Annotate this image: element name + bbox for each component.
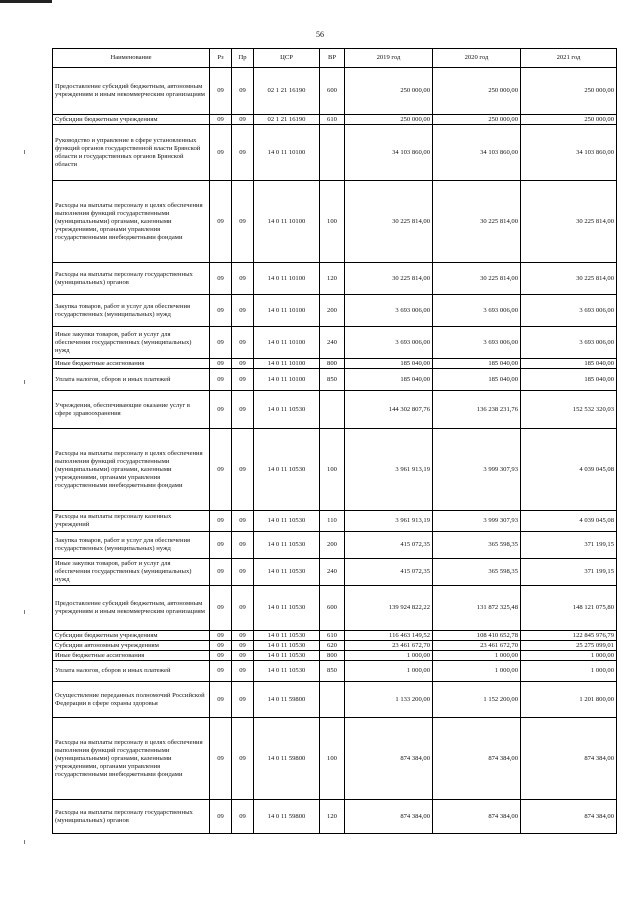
table-row	[53, 631, 617, 641]
row-2020: 250 000,00	[433, 115, 521, 125]
row-pr: 09	[232, 532, 254, 559]
row-2020: 30 225 814,00	[433, 181, 521, 263]
row-2019: 1 000,00	[345, 651, 433, 661]
row-vr: 200	[320, 295, 345, 327]
table-row	[53, 327, 617, 359]
row-pr: 09	[232, 631, 254, 641]
row-csr: 14 0 11 10530	[254, 631, 320, 641]
row-vr: 600	[320, 68, 345, 115]
row-name: Расходы на выплаты персоналу в целях обеспечения выполнения функций государственными (муниципальными) органами, казенными учреждениями, органами управления государственными внебюджетными фондами	[53, 181, 210, 263]
row-2021: 4 039 045,08	[521, 511, 617, 532]
table-row	[53, 511, 617, 532]
row-csr: 14 0 11 10100	[254, 327, 320, 359]
table-row	[53, 359, 617, 369]
row-csr: 14 0 11 59800	[254, 718, 320, 800]
row-2019: 3 961 913,19	[345, 429, 433, 511]
row-2021: 371 199,15	[521, 532, 617, 559]
table-row	[53, 661, 617, 682]
table-row	[53, 125, 617, 181]
row-csr: 14 0 11 10530	[254, 511, 320, 532]
row-csr: 14 0 11 10530	[254, 651, 320, 661]
row-name: Уплата налогов, сборов и иных платежей	[53, 369, 210, 391]
row-vr: 200	[320, 532, 345, 559]
row-2021: 250 000,00	[521, 115, 617, 125]
row-name: Расходы на выплаты персоналу государственных (муниципальных) органов	[53, 263, 210, 295]
row-2021: 185 040,00	[521, 369, 617, 391]
row-2021: 874 384,00	[521, 800, 617, 834]
row-2021: 3 693 006,00	[521, 327, 617, 359]
row-2019: 185 040,00	[345, 369, 433, 391]
table-row	[53, 586, 617, 631]
row-2019: 34 103 860,00	[345, 125, 433, 181]
row-2021: 371 199,15	[521, 559, 617, 586]
row-rz: 09	[210, 125, 232, 181]
row-2020: 250 000,00	[433, 68, 521, 115]
row-csr: 14 0 11 10530	[254, 559, 320, 586]
row-2019: 144 302 807,76	[345, 391, 433, 429]
header-pr: Пр	[232, 49, 254, 68]
row-vr	[320, 125, 345, 181]
row-rz: 09	[210, 800, 232, 834]
row-2019: 415 072,35	[345, 532, 433, 559]
table-row	[53, 115, 617, 125]
row-rz: 09	[210, 391, 232, 429]
row-vr: 800	[320, 359, 345, 369]
row-vr: 120	[320, 800, 345, 834]
row-2021: 25 275 099,01	[521, 641, 617, 651]
row-rz: 09	[210, 682, 232, 718]
row-2020: 3 999 307,93	[433, 511, 521, 532]
row-2021: 148 121 075,80	[521, 586, 617, 631]
row-2020: 23 461 672,70	[433, 641, 521, 651]
header-rz: Рз	[210, 49, 232, 68]
row-rz: 09	[210, 68, 232, 115]
row-csr: 14 0 11 10100	[254, 125, 320, 181]
row-csr: 14 0 11 10530	[254, 586, 320, 631]
row-2020: 1 000,00	[433, 651, 521, 661]
row-rz: 09	[210, 661, 232, 682]
margin-mark	[24, 610, 25, 614]
row-pr: 09	[232, 295, 254, 327]
header-2020: 2020 год	[433, 49, 521, 68]
row-2021: 30 225 814,00	[521, 181, 617, 263]
row-csr: 14 0 11 10530	[254, 429, 320, 511]
row-2020: 185 040,00	[433, 369, 521, 391]
row-2021: 1 201 800,00	[521, 682, 617, 718]
row-vr: 850	[320, 369, 345, 391]
table-body	[53, 68, 617, 834]
header-csr: ЦСР	[254, 49, 320, 68]
margin-mark	[24, 840, 25, 844]
row-vr: 610	[320, 115, 345, 125]
row-2021: 152 532 320,03	[521, 391, 617, 429]
row-rz: 09	[210, 429, 232, 511]
row-pr: 09	[232, 181, 254, 263]
row-vr: 100	[320, 718, 345, 800]
row-csr: 14 0 11 59800	[254, 800, 320, 834]
row-2020: 34 103 860,00	[433, 125, 521, 181]
table-row	[53, 295, 617, 327]
row-pr: 09	[232, 263, 254, 295]
header-2019: 2019 год	[345, 49, 433, 68]
row-2020: 1 000,00	[433, 661, 521, 682]
table-row	[53, 391, 617, 429]
table-row	[53, 181, 617, 263]
row-2019: 874 384,00	[345, 800, 433, 834]
row-2019: 3 693 006,00	[345, 295, 433, 327]
row-2020: 1 152 200,00	[433, 682, 521, 718]
row-2021: 185 040,00	[521, 359, 617, 369]
row-rz: 09	[210, 359, 232, 369]
header-2021: 2021 год	[521, 49, 617, 68]
table-header-row	[53, 49, 617, 68]
row-2020: 131 872 325,48	[433, 586, 521, 631]
row-2019: 3 693 006,00	[345, 327, 433, 359]
row-pr: 09	[232, 641, 254, 651]
row-rz: 09	[210, 718, 232, 800]
row-name: Иные закупки товаров, работ и услуг для обеспечения государственных (муниципальных) нужд	[53, 559, 210, 586]
row-vr: 800	[320, 651, 345, 661]
table-row	[53, 682, 617, 718]
row-csr: 14 0 11 10100	[254, 263, 320, 295]
row-rz: 09	[210, 181, 232, 263]
row-name: Учреждения, обеспечивающие оказание услуг в сфере здравоохранения	[53, 391, 210, 429]
row-vr: 100	[320, 429, 345, 511]
row-rz: 09	[210, 559, 232, 586]
row-vr: 120	[320, 263, 345, 295]
row-csr: 14 0 11 10100	[254, 369, 320, 391]
table-row	[53, 559, 617, 586]
row-2020: 365 598,35	[433, 559, 521, 586]
row-pr: 09	[232, 68, 254, 115]
row-2019: 415 072,35	[345, 559, 433, 586]
row-vr: 100	[320, 181, 345, 263]
row-2020: 3 693 006,00	[433, 295, 521, 327]
row-rz: 09	[210, 369, 232, 391]
row-rz: 09	[210, 263, 232, 295]
row-rz: 09	[210, 511, 232, 532]
row-csr: 14 0 11 10100	[254, 295, 320, 327]
row-csr: 02 1 21 16190	[254, 68, 320, 115]
row-2020: 874 384,00	[433, 800, 521, 834]
row-vr: 620	[320, 641, 345, 651]
row-2020: 108 410 652,78	[433, 631, 521, 641]
row-rz: 09	[210, 295, 232, 327]
row-rz: 09	[210, 631, 232, 641]
row-rz: 09	[210, 641, 232, 651]
table-row	[53, 800, 617, 834]
row-pr: 09	[232, 327, 254, 359]
row-vr: 600	[320, 586, 345, 631]
row-2021: 250 000,00	[521, 68, 617, 115]
header-vr: ВР	[320, 49, 345, 68]
row-pr: 09	[232, 800, 254, 834]
table-row	[53, 369, 617, 391]
row-rz: 09	[210, 532, 232, 559]
row-name: Расходы на выплаты персоналу казенных учреждений	[53, 511, 210, 532]
row-2021: 34 103 860,00	[521, 125, 617, 181]
row-vr: 850	[320, 661, 345, 682]
row-pr: 09	[232, 511, 254, 532]
row-2020: 3 999 307,93	[433, 429, 521, 511]
row-2019: 185 040,00	[345, 359, 433, 369]
row-rz: 09	[210, 115, 232, 125]
row-csr: 14 0 11 10100	[254, 359, 320, 369]
row-2021: 30 225 814,00	[521, 263, 617, 295]
row-2021: 122 845 976,79	[521, 631, 617, 641]
row-2020: 30 225 814,00	[433, 263, 521, 295]
table-row	[53, 532, 617, 559]
table-row	[53, 429, 617, 511]
row-csr: 14 0 11 59800	[254, 682, 320, 718]
row-pr: 09	[232, 359, 254, 369]
table-row	[53, 651, 617, 661]
table-row	[53, 718, 617, 800]
row-name: Расходы на выплаты персоналу государственных (муниципальных) органов	[53, 800, 210, 834]
row-2020: 365 598,35	[433, 532, 521, 559]
table-row	[53, 641, 617, 651]
row-name: Расходы на выплаты персоналу в целях обеспечения выполнения функций государственными (муниципальными) органами, казенными учреждениями, органами управления государственными внебюджетными фондами	[53, 718, 210, 800]
top-edge-mark	[0, 0, 52, 3]
row-vr	[320, 682, 345, 718]
row-2019: 116 463 149,52	[345, 631, 433, 641]
row-2020: 3 693 006,00	[433, 327, 521, 359]
row-csr: 02 1 21 16190	[254, 115, 320, 125]
row-2019: 139 924 822,22	[345, 586, 433, 631]
row-pr: 09	[232, 125, 254, 181]
margin-mark	[24, 380, 25, 384]
row-name: Осуществление переданных полномочий Российской Федерации в сфере охраны здоровья	[53, 682, 210, 718]
row-name: Иные бюджетные ассигнования	[53, 359, 210, 369]
budget-table	[52, 48, 617, 834]
row-csr: 14 0 11 10530	[254, 532, 320, 559]
row-name: Руководство и управление в сфере установленных функций органов государственной власти Брянской области и государственных органов Брянской области	[53, 125, 210, 181]
row-pr: 09	[232, 682, 254, 718]
row-name: Субсидии бюджетным учреждениям	[53, 631, 210, 641]
row-2019: 250 000,00	[345, 115, 433, 125]
row-vr: 110	[320, 511, 345, 532]
row-name: Предоставление субсидий бюджетным, автономным учреждениям и иным некоммерческим организациям	[53, 586, 210, 631]
row-name: Иные бюджетные ассигнования	[53, 651, 210, 661]
row-pr: 09	[232, 661, 254, 682]
row-csr: 14 0 11 10530	[254, 641, 320, 651]
row-name: Субсидии автономным учреждениям	[53, 641, 210, 651]
row-2021: 1 000,00	[521, 661, 617, 682]
row-2020: 136 238 231,76	[433, 391, 521, 429]
row-vr	[320, 391, 345, 429]
row-2019: 874 384,00	[345, 718, 433, 800]
row-rz: 09	[210, 586, 232, 631]
row-pr: 09	[232, 429, 254, 511]
row-pr: 09	[232, 559, 254, 586]
row-2021: 3 693 006,00	[521, 295, 617, 327]
row-2020: 185 040,00	[433, 359, 521, 369]
row-2019: 250 000,00	[345, 68, 433, 115]
row-csr: 14 0 11 10100	[254, 181, 320, 263]
row-2019: 3 961 913,19	[345, 511, 433, 532]
row-rz: 09	[210, 651, 232, 661]
row-2019: 1 133 200,00	[345, 682, 433, 718]
row-2020: 874 384,00	[433, 718, 521, 800]
row-2021: 1 000,00	[521, 651, 617, 661]
row-vr: 240	[320, 559, 345, 586]
page-number: 56	[316, 30, 324, 39]
row-name: Предоставление субсидий бюджетным, автономным учреждениям и иным некоммерческим организациям	[53, 68, 210, 115]
row-csr: 14 0 11 10530	[254, 661, 320, 682]
table-row	[53, 68, 617, 115]
row-name: Уплата налогов, сборов и иных платежей	[53, 661, 210, 682]
header-name: Наименование	[53, 49, 210, 68]
row-2019: 1 000,00	[345, 661, 433, 682]
row-2019: 30 225 814,00	[345, 263, 433, 295]
row-name: Закупка товаров, работ и услуг для обеспечения государственных (муниципальных) нужд	[53, 295, 210, 327]
row-pr: 09	[232, 391, 254, 429]
row-2019: 30 225 814,00	[345, 181, 433, 263]
row-name: Иные закупки товаров, работ и услуг для обеспечения государственных (муниципальных) нужд	[53, 327, 210, 359]
row-rz: 09	[210, 327, 232, 359]
row-vr: 610	[320, 631, 345, 641]
row-name: Расходы на выплаты персоналу в целях обеспечения выполнения функций государственными (муниципальными) органами, казенными учреждениями, органами управления государственными внебюджетными фондами	[53, 429, 210, 511]
table-row	[53, 263, 617, 295]
row-2021: 4 039 045,08	[521, 429, 617, 511]
row-name: Закупка товаров, работ и услуг для обеспечения государственных (муниципальных) нужд	[53, 532, 210, 559]
row-pr: 09	[232, 115, 254, 125]
row-pr: 09	[232, 586, 254, 631]
row-pr: 09	[232, 651, 254, 661]
row-csr: 14 0 11 10530	[254, 391, 320, 429]
row-vr: 240	[320, 327, 345, 359]
row-name: Субсидии бюджетным учреждениям	[53, 115, 210, 125]
margin-mark	[24, 150, 25, 154]
row-pr: 09	[232, 369, 254, 391]
row-pr: 09	[232, 718, 254, 800]
row-2019: 23 461 672,70	[345, 641, 433, 651]
row-2021: 874 384,00	[521, 718, 617, 800]
